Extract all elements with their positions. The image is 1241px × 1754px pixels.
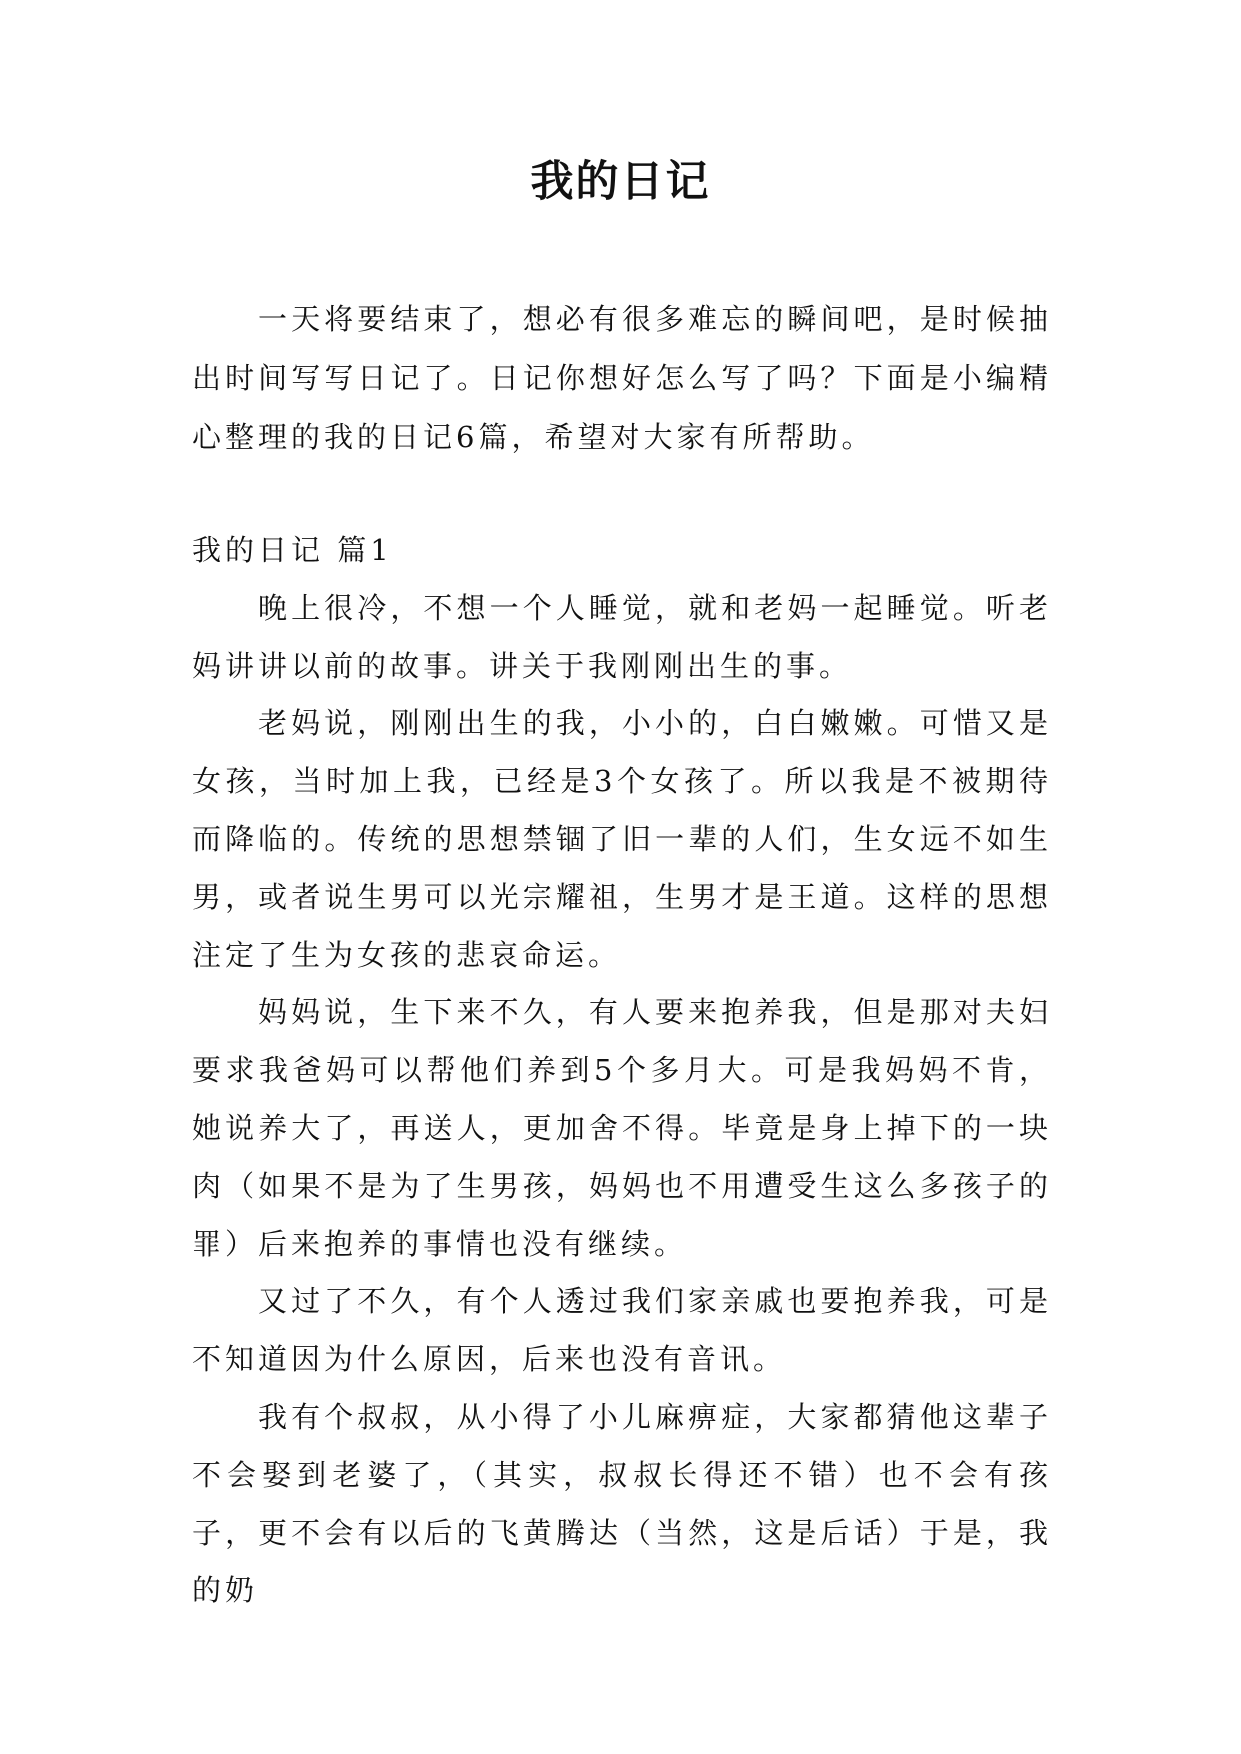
- article-section: [192, 522, 1052, 1620]
- document-title: 我的日记: [530, 157, 711, 207]
- intro-block: [192, 290, 1052, 467]
- paragraph-5: 我有个叔叔，从小得了小儿麻痹症，大家都猜他这辈子不会娶到老婆了，（其实，叔叔长得还不错）也不会有孩子，更不会有以后的飞黄腾达（当然，这是后话）于是，我的奶: [192, 1399, 1052, 1608]
- paragraph-4: 又过了不久，有个人透过我们家亲戚也要抱养我，可是不知道因为什么原因，后来也没有音讯。: [192, 1284, 1052, 1377]
- section-heading: 我的日记 篇1: [192, 533, 393, 567]
- paragraph-3: 妈妈说，生下来不久，有人要来抱养我，但是那对夫妇要求我爸妈可以帮他们养到5个多月大。可是我妈妈不肯，她说养大了，再送人，更加舍不得。毕竟是身上掉下的一块肉（如果不是为了生男孩，妈妈也不用遭受生这么多孩子的罪）后来抱养的事情也没有继续。: [192, 995, 1052, 1261]
- paragraph-2: 老妈说，刚刚出生的我，小小的，白白嫩嫩。可惜又是女孩，当时加上我，已经是3个女孩了。所以我是不被期待而降临的。传统的思想禁锢了旧一辈的人们，生女远不如生男，或者说生男可以光宗耀祖，生男才是王道。这样的思想注定了生为女孩的悲哀命运。: [192, 706, 1052, 972]
- intro-paragraph: 一天将要结束了，想必有很多难忘的瞬间吧，是时候抽出时间写写日记了。日记你想好怎么写了吗？下面是小编精心整理的我的日记6篇，希望对大家有所帮助。: [192, 302, 1052, 454]
- paragraph-1: 晚上很冷，不想一个人睡觉，就和老妈一起睡觉。听老妈讲讲以前的故事。讲关于我刚刚出生的事。: [192, 590, 1052, 683]
